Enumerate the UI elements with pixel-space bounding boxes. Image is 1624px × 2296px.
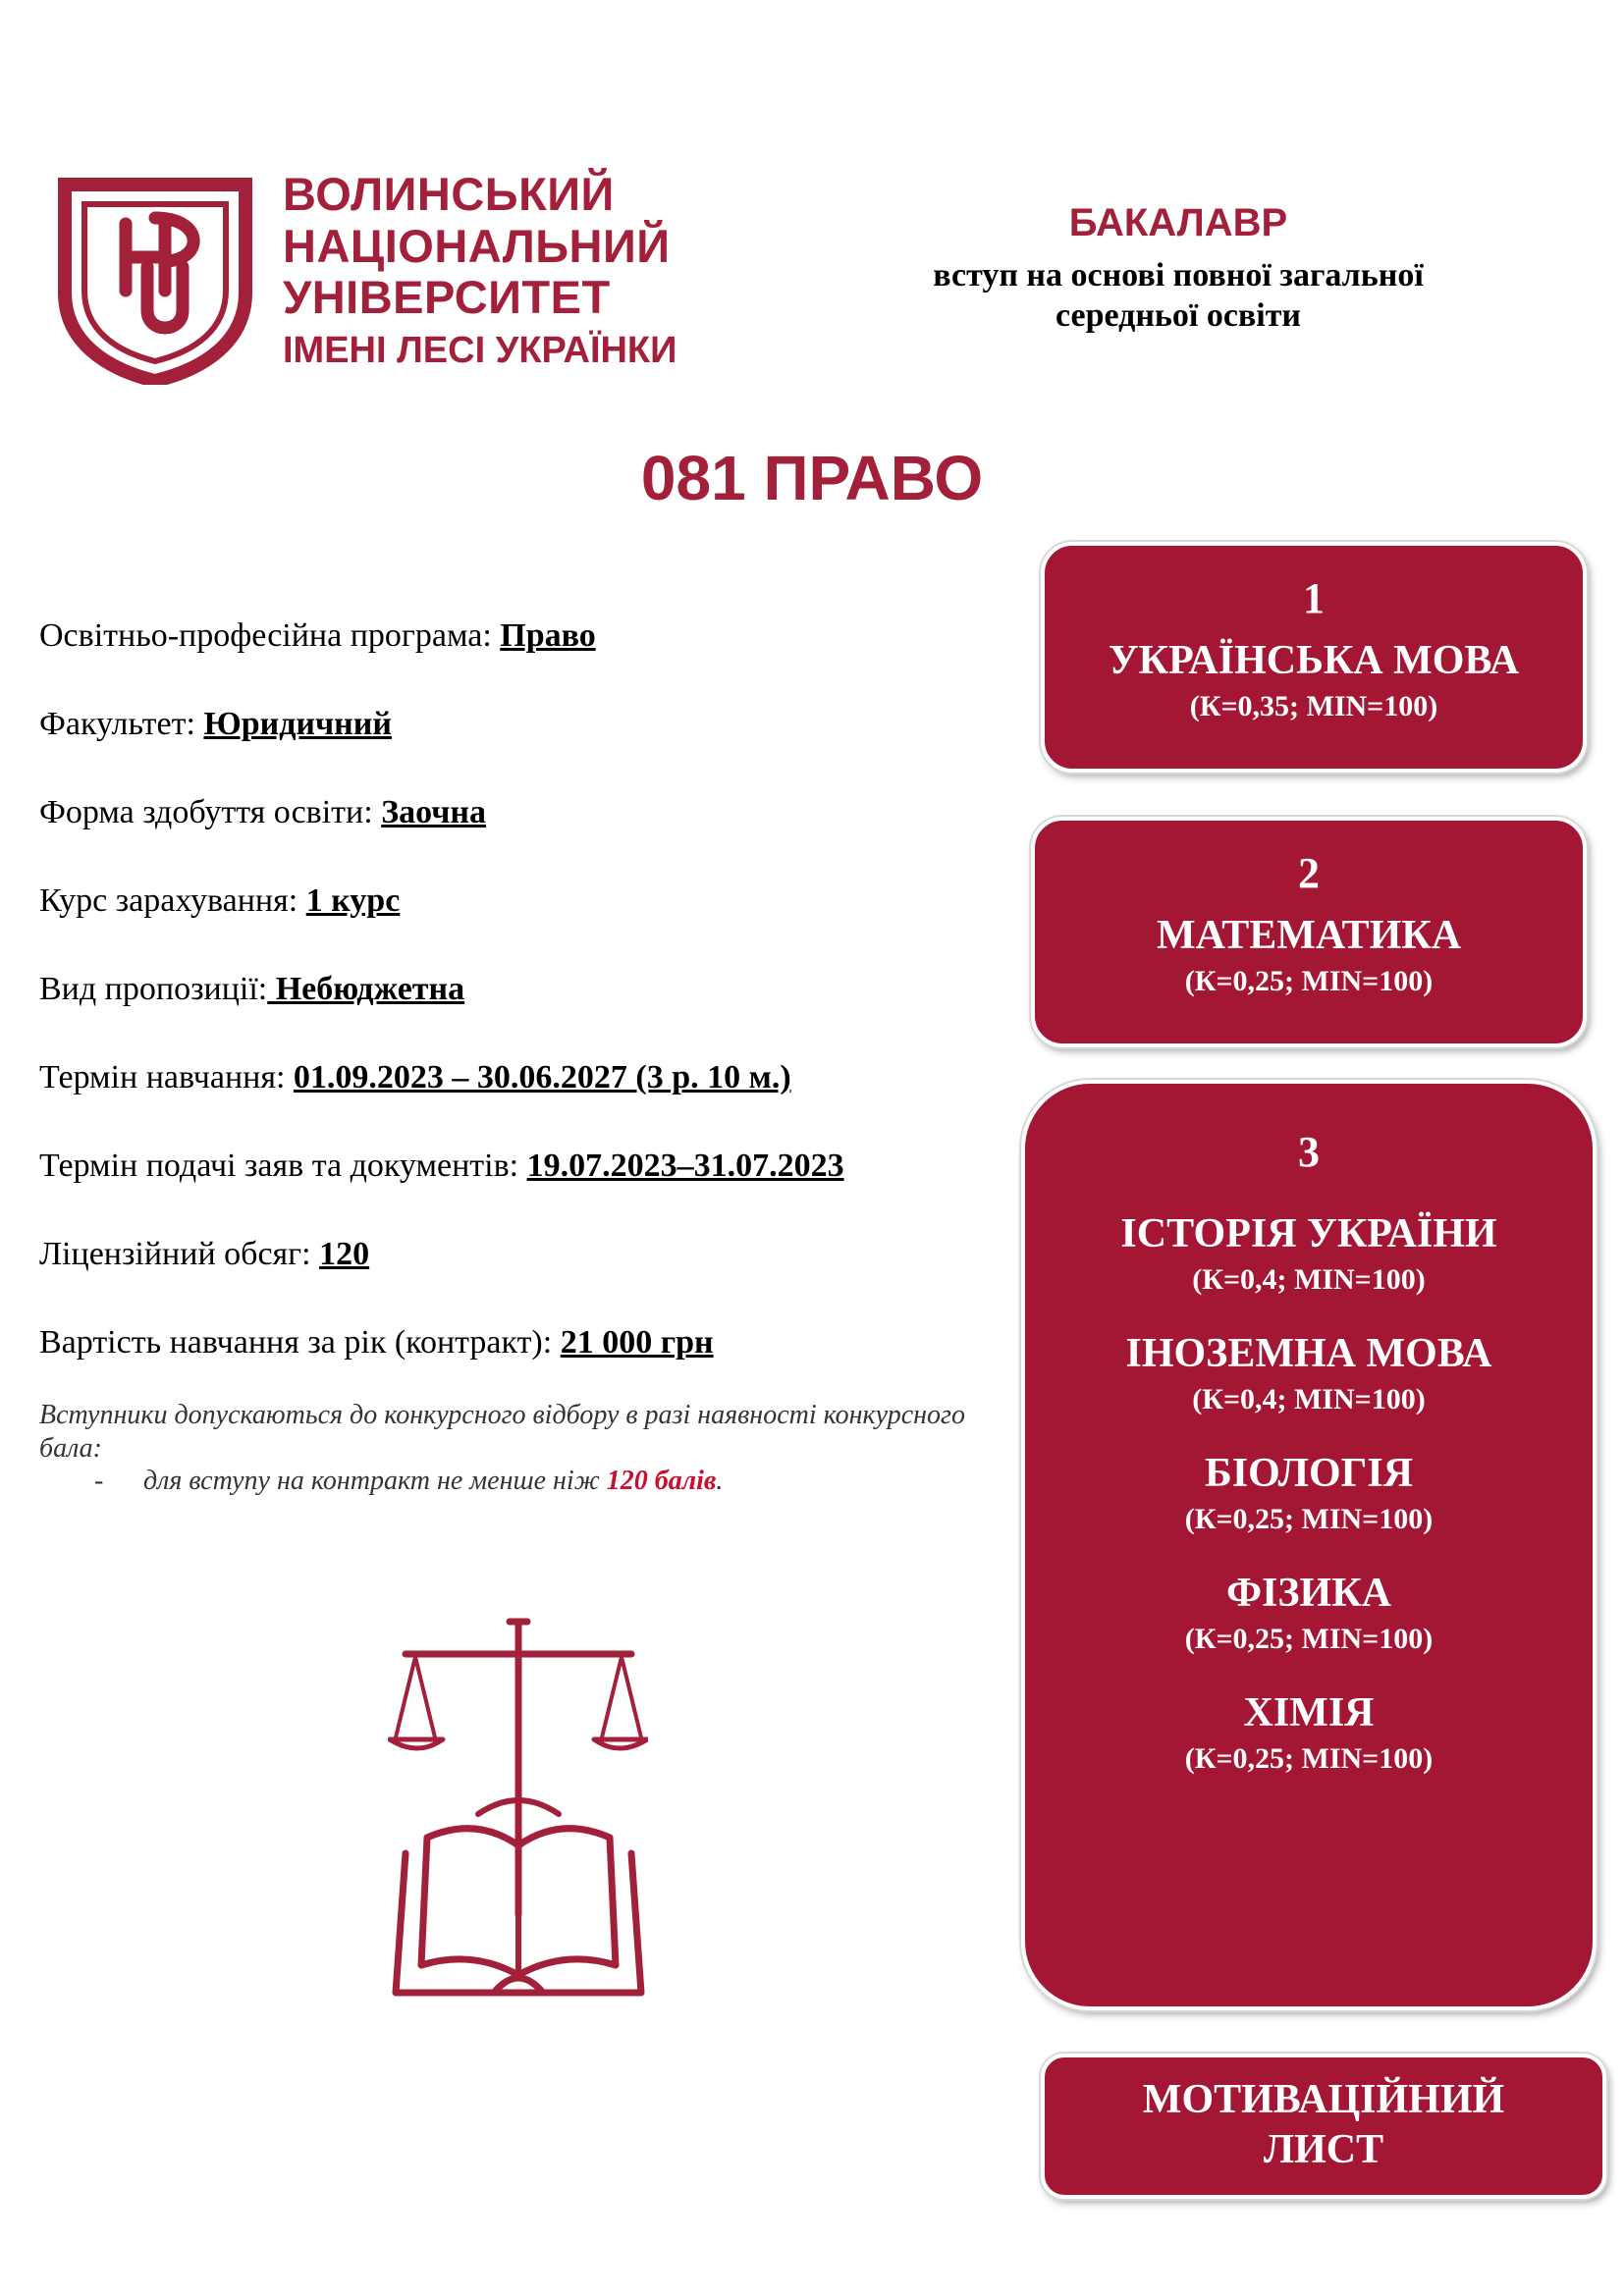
university-name-line2: НАЦІОНАЛЬНИЙ <box>283 219 671 272</box>
subject-option <box>1025 1689 1593 1776</box>
info-value: Юридичний <box>203 706 392 742</box>
info-value: Право <box>500 617 596 654</box>
info-label: Освітньо-професійна програма: <box>39 617 501 654</box>
bullet-text: для вступу на контракт не менше ніж <box>143 1466 607 1497</box>
subject-option <box>1025 1570 1593 1656</box>
info-label: Термін навчання: <box>39 1059 294 1095</box>
info-label: Термін подачі заяв та документів: <box>39 1148 527 1184</box>
info-label: Ліцензійний обсяг: <box>39 1236 320 1272</box>
info-value: 21 000 грн <box>560 1324 714 1361</box>
subject-option <box>1025 1210 1593 1297</box>
degree-subtitle <box>864 255 1492 337</box>
motivation-letter-card <box>1041 2054 1606 2199</box>
info-label: Факультет: <box>39 706 204 742</box>
subject-card-2 <box>1031 817 1587 1047</box>
subject-name: ІСТОРІЯ УКРАЇНИ <box>1120 1211 1497 1256</box>
subject-option <box>1025 1450 1593 1536</box>
admission-note-text: Вступники допускаються до конкурсного відбору в разі наявності конкурсного бала: <box>39 1400 965 1464</box>
bullet-end: . <box>716 1466 724 1497</box>
info-row-offer-type <box>39 960 982 1048</box>
info-row-licensed-volume <box>39 1225 982 1313</box>
info-label: Форма здобуття освіти: <box>39 794 382 830</box>
degree-title: БАКАЛАВР <box>1068 201 1288 244</box>
subject-coefficient: (К=0,35; MIN=100) <box>1189 690 1438 722</box>
info-value: 120 <box>319 1236 370 1272</box>
info-row-tuition <box>39 1313 982 1402</box>
motivation-line2: ЛИСТ <box>1263 2127 1384 2173</box>
admission-note-bullet <box>94 1465 1001 1498</box>
bullet-dash: - <box>94 1466 104 1497</box>
info-label: Вид пропозиції: <box>39 971 268 1007</box>
subject-option <box>1025 1330 1593 1416</box>
info-value: Небюджетна <box>267 971 465 1007</box>
subject-name: МАТЕМАТИКА <box>1156 913 1462 958</box>
subject-name: ФІЗИКА <box>1225 1571 1392 1616</box>
university-name-line3: УНІВЕРСИТЕТ <box>283 271 611 324</box>
info-row-program <box>39 607 982 695</box>
info-label: Курс зарахування: <box>39 882 306 919</box>
info-row-study-form <box>39 783 982 872</box>
program-info <box>39 607 982 1402</box>
subject-name: УКРАЇНСЬКА МОВА <box>1108 638 1520 683</box>
subject-name: ІНОЗЕМНА МОВА <box>1125 1331 1492 1376</box>
info-value: Заочна <box>381 794 487 830</box>
admission-note <box>39 1399 1001 1498</box>
info-value: 01.09.2023 – 30.06.2027 (3 р. 10 м.) <box>293 1059 791 1095</box>
degree-subtitle-line2: середньої освіти <box>1055 297 1302 335</box>
min-score-highlight: 120 балів <box>606 1466 717 1497</box>
motivation-line1: МОТИВАЦІЙНИЙ <box>1142 2077 1505 2122</box>
info-value: 19.07.2023–31.07.2023 <box>526 1148 844 1184</box>
subject-coefficient: (К=0,25; MIN=100) <box>1184 1503 1434 1535</box>
info-row-study-period <box>39 1048 982 1137</box>
subject-coefficient: (К=0,25; MIN=100) <box>1184 1623 1434 1655</box>
subject-number: 3 <box>1298 1128 1320 1176</box>
subject-coefficient: (К=0,4; MIN=100) <box>1192 1383 1426 1415</box>
subject-name: БІОЛОГІЯ <box>1204 1451 1414 1496</box>
info-value: 1 курс <box>305 882 401 919</box>
degree-subtitle-line1: вступ на основі повної загальної <box>933 257 1424 294</box>
info-row-application-period <box>39 1137 982 1225</box>
subject-coefficient: (К=0,4; MIN=100) <box>1192 1263 1426 1296</box>
info-row-course <box>39 872 982 960</box>
subject-number: 2 <box>1298 849 1320 897</box>
university-crest-icon <box>57 177 253 385</box>
program-title: 081 ПРАВО <box>640 443 984 513</box>
degree-header <box>864 201 1492 337</box>
subject-coefficient: (К=0,25; MIN=100) <box>1184 965 1434 997</box>
university-name-line1: ВОЛИНСЬКИЙ <box>283 168 615 220</box>
info-row-faculty <box>39 695 982 783</box>
subject-coefficient: (К=0,25; MIN=100) <box>1184 1742 1434 1775</box>
subject-card-1 <box>1041 542 1587 773</box>
scales-and-book-icon <box>388 1610 648 2002</box>
subject-name: ХІМІЯ <box>1243 1690 1375 1735</box>
subject-card-3 <box>1021 1080 1597 2010</box>
info-label: Вартість навчання за рік (контракт): <box>39 1324 561 1361</box>
university-name <box>283 169 677 371</box>
subject-number: 1 <box>1303 574 1325 622</box>
university-name-line4: ІМЕНІ ЛЕСІ УКРАЇНКИ <box>283 329 677 371</box>
